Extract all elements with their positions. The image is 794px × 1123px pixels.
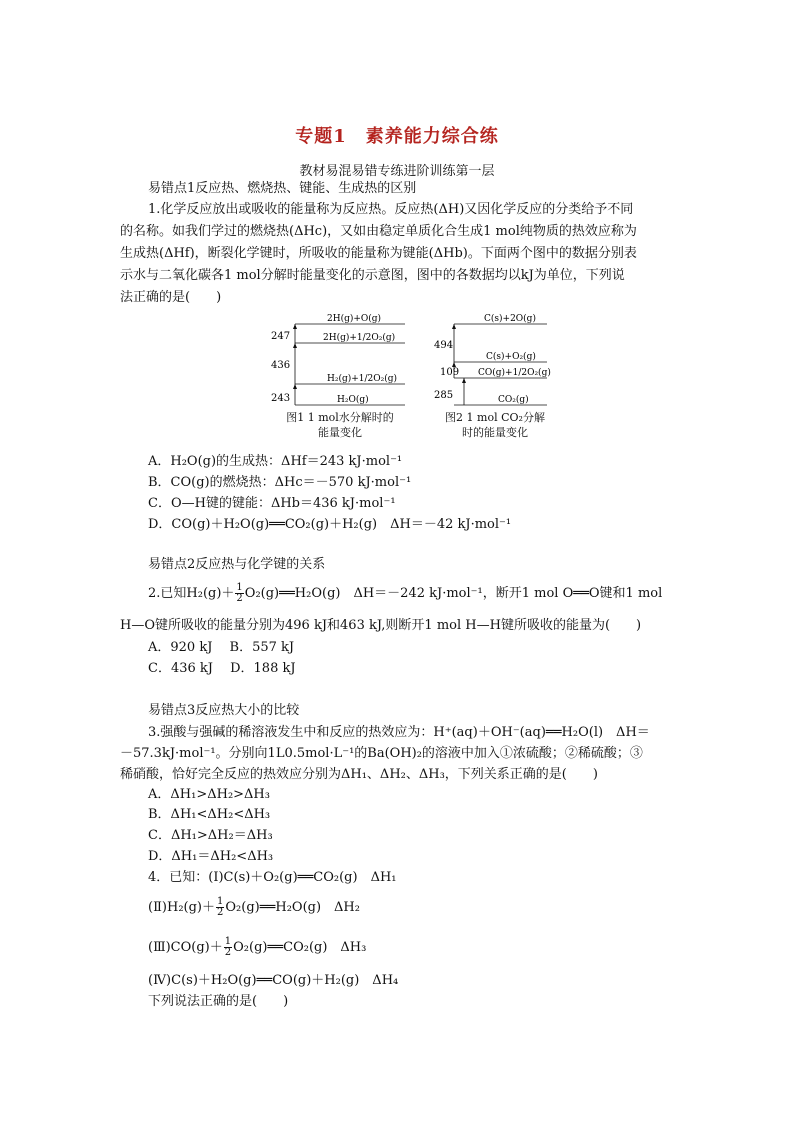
- figure-1-caption-line-2: 能量变化: [318, 426, 362, 439]
- fraction-denominator: 2: [236, 593, 243, 604]
- q4-reaction-3-post: O₂(g)══CO₂(g) ΔH₃: [233, 940, 367, 955]
- q3-option-d: D．ΔH₁＝ΔH₂<ΔH₃: [148, 849, 274, 864]
- q2-options-ab: A．920 kJ B．557 kJ: [148, 640, 295, 655]
- figure-2-caption-line-2: 时的能量变化: [462, 426, 528, 439]
- q2-options-cd: C．436 kJ D．188 kJ: [148, 661, 296, 676]
- q4-line-1: 4．已知：(Ⅰ)C(s)＋O₂(g)══CO₂(g) ΔH₁: [148, 870, 397, 885]
- figure-1-caption-line-1: 图1 1 mol水分解时的: [286, 411, 394, 424]
- q1-line-5: 法正确的是( ): [120, 290, 222, 305]
- fig1-arrowhead-1: [293, 324, 297, 329]
- q4-ask: 下列说法正确的是( ): [148, 994, 289, 1009]
- q2-line-1: [148, 583, 662, 604]
- page-subtitle: 教材易混易错专练进阶训练第一层: [299, 164, 495, 179]
- fraction-denominator-3: 2: [224, 947, 232, 958]
- q3-option-a: A．ΔH₁>ΔH₂>ΔH₃: [148, 787, 270, 802]
- q1-option-a: A．H₂O(g)的生成热：ΔHf＝243 kJ·mol⁻¹: [148, 454, 403, 469]
- q4-reaction-2-pre: (Ⅱ)H₂(g)＋: [148, 900, 215, 915]
- fig1-value-1: 247: [271, 331, 291, 342]
- q1-line-3: 生成热(ΔHf)，断裂化学键时，所吸收的能量称为键能(ΔHb)。下面两个图中的数据分别表: [120, 246, 637, 261]
- q2-line-1-pre: 2.已知H₂(g)＋: [148, 586, 235, 601]
- q4-reaction-2: [148, 897, 360, 918]
- fig1-arrowhead-2: [293, 343, 297, 348]
- fig1-value-3: 243: [271, 393, 291, 404]
- fraction-numerator-2: 1: [217, 896, 224, 907]
- fig1-level-label-4: H₂O(g): [337, 395, 369, 405]
- fraction-half-3: [224, 937, 232, 958]
- q2-line-1-post: O₂(g)══H₂O(g) ΔH＝－242 kJ·mol⁻¹，断开1 mol O══O键和1 mol: [244, 586, 663, 601]
- q4-reaction-3-pre: (Ⅲ)CO(g)＋: [148, 940, 223, 955]
- q1-option-c: C．O—H键的键能：ΔHb＝436 kJ·mol⁻¹: [148, 496, 396, 511]
- section-heading-3: 易错点3反应热大小的比较: [148, 703, 300, 718]
- fig2-level-label-2: C(s)+O₂(g): [486, 352, 536, 362]
- q1-option-b: B．CO(g)的燃烧热：ΔHc＝－570 kJ·mol⁻¹: [148, 475, 412, 490]
- fig1-level-label-3: H₂(g)+1/2O₂(g): [327, 374, 398, 384]
- section-heading-2: 易错点2反应热与化学键的关系: [148, 557, 326, 572]
- q1-line-1: 1.化学反应放出或吸收的能量称为反应热。反应热(ΔH)又因化学反应的分类给予不同: [148, 202, 634, 217]
- q4-reaction-4: (Ⅳ)C(s)＋H₂O(g)══CO(g)＋H₂(g) ΔH₄: [148, 973, 399, 988]
- q3-line-3: 稀硝酸，恰好完全反应的热效应分别为ΔH₁、ΔH₂、ΔH₃，下列关系正确的是( ): [120, 767, 598, 782]
- fig2-level-label-4: CO₂(g): [498, 395, 529, 405]
- q4-reaction-3: [148, 937, 366, 958]
- q3-line-2: －57.3kJ·mol⁻¹。分别向1L0.5mol·L⁻¹的Ba(OH)₂的溶液中加入①浓硫酸；②稀硫酸；③: [120, 746, 643, 761]
- fig1-value-2: 436: [271, 360, 291, 371]
- fig2-level-label-3: CO(g)+1/2O₂(g): [478, 368, 551, 378]
- q4-reaction-2-post: O₂(g)══H₂O(g) ΔH₂: [225, 900, 360, 915]
- q2-line-2: H—O键所吸收的能量分别为496 kJ和463 kJ,则断开1 mol H—H键所吸收的能量为( ): [120, 618, 642, 633]
- fig2-arrowhead-3: [462, 378, 466, 383]
- section-heading-1: 易错点1反应热、燃烧热、键能、生成热的区别: [148, 181, 417, 196]
- page-title: 专题1 素养能力综合练: [295, 126, 499, 147]
- q3-option-c: C．ΔH₁>ΔH₂＝ΔH₃: [148, 828, 273, 843]
- figure-2-caption-line-1: 图2 1 mol CO₂分解: [445, 411, 545, 424]
- fig2-value-1: 494: [434, 340, 454, 351]
- q1-option-d: D．CO(g)＋H₂O(g)══CO₂(g)＋H₂(g) ΔH＝－42 kJ·mol⁻¹: [148, 517, 512, 532]
- fig2-arrowhead-1: [452, 324, 456, 329]
- q3-line-1: 3.强酸与强碱的稀溶液发生中和反应的热效应为：H⁺(aq)＋OH⁻(aq)══H₂O(l) ΔH＝: [148, 725, 650, 740]
- fig1-level-label-2: 2H(g)+1/2O₂(g): [323, 333, 396, 343]
- fig1-level-label-1: 2H(g)+O(g): [327, 314, 382, 324]
- fig2-value-2: 109: [440, 367, 460, 378]
- q1-line-2: 的名称。如我们学过的燃烧热(ΔHc)，又如由稳定单质化合生成1 mol纯物质的热效应称为: [120, 224, 637, 239]
- fraction-half: [235, 583, 243, 604]
- fraction-half-2: [216, 897, 224, 918]
- fig1-arrowhead-3: [293, 384, 297, 389]
- fig2-value-3: 285: [434, 390, 454, 401]
- q1-line-4: 示水与二氧化碳各1 mol分解时能量变化的示意图，图中的各数据均以kJ为单位，下列说: [120, 268, 625, 283]
- fraction-numerator-3: 1: [224, 936, 232, 947]
- fig2-level-label-1: C(s)+2O(g): [484, 314, 536, 324]
- fraction-denominator-2: 2: [217, 907, 224, 918]
- q3-option-b: B．ΔH₁<ΔH₂<ΔH₃: [148, 807, 271, 822]
- fraction-numerator: 1: [236, 582, 243, 593]
